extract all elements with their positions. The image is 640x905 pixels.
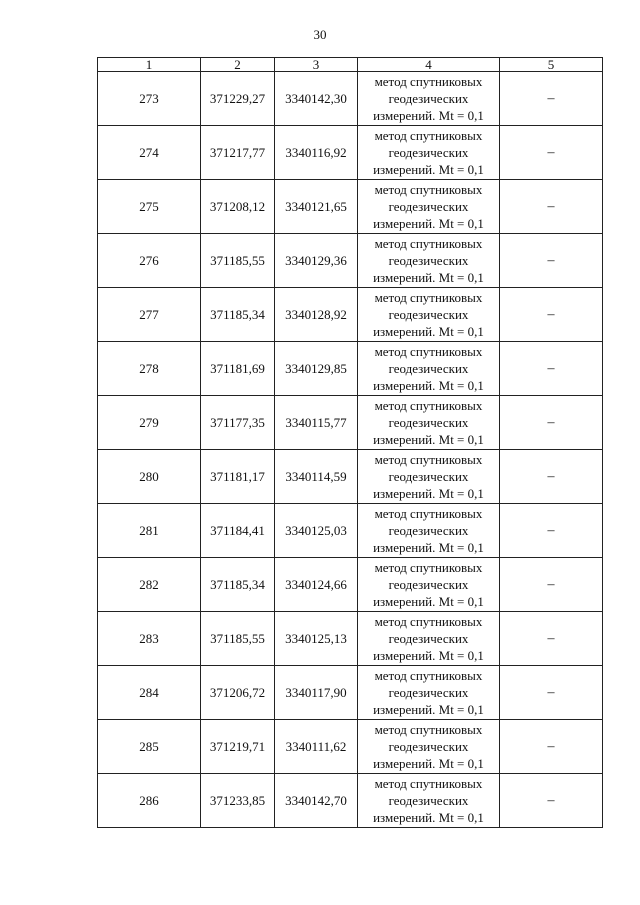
method-line: измерений. Mt = 0,1 [373, 540, 484, 555]
point-number-cell: 286 [98, 774, 201, 828]
method-cell [358, 342, 500, 396]
method-line: метод спутниковых [374, 614, 483, 629]
x-coordinate-cell: 371185,55 [201, 612, 275, 666]
y-coordinate-cell: 3340115,77 [275, 396, 358, 450]
x-coordinate-cell: 371229,27 [201, 72, 275, 126]
column-header: 4 [358, 58, 500, 72]
point-number-cell: 278 [98, 342, 201, 396]
note-cell: – [500, 396, 603, 450]
note-cell: – [500, 720, 603, 774]
method-cell [358, 720, 500, 774]
point-number-cell: 281 [98, 504, 201, 558]
table-row [98, 288, 603, 342]
method-cell [358, 612, 500, 666]
method-line: метод спутниковых [374, 506, 483, 521]
method-line: измерений. Mt = 0,1 [373, 108, 484, 123]
x-coordinate-cell: 371185,55 [201, 234, 275, 288]
point-number-cell: 277 [98, 288, 201, 342]
method-line: метод спутниковых [374, 722, 483, 737]
note-cell: – [500, 666, 603, 720]
x-coordinate-cell: 371181,17 [201, 450, 275, 504]
x-coordinate-cell: 371208,12 [201, 180, 275, 234]
point-number-cell: 285 [98, 720, 201, 774]
method-line: измерений. Mt = 0,1 [373, 432, 484, 447]
method-line: метод спутниковых [374, 182, 483, 197]
method-line: метод спутниковых [374, 128, 483, 143]
method-line: измерений. Mt = 0,1 [373, 648, 484, 663]
table-row [98, 774, 603, 828]
method-line: геодезических [388, 415, 469, 430]
method-line: геодезических [388, 469, 469, 484]
method-line: метод спутниковых [374, 236, 483, 251]
y-coordinate-cell: 3340125,03 [275, 504, 358, 558]
method-cell [358, 234, 500, 288]
point-number-cell: 275 [98, 180, 201, 234]
column-header: 3 [275, 58, 358, 72]
note-cell: – [500, 288, 603, 342]
method-line: измерений. Mt = 0,1 [373, 162, 484, 177]
y-coordinate-cell: 3340129,85 [275, 342, 358, 396]
column-header: 5 [500, 58, 603, 72]
y-coordinate-cell: 3340142,70 [275, 774, 358, 828]
method-cell [358, 450, 500, 504]
method-line: метод спутниковых [374, 668, 483, 683]
method-cell [358, 558, 500, 612]
method-line: геодезических [388, 793, 469, 808]
x-coordinate-cell: 371181,69 [201, 342, 275, 396]
table-row [98, 504, 603, 558]
method-line: геодезических [388, 685, 469, 700]
table-row [98, 72, 603, 126]
table-header-row [98, 58, 603, 72]
y-coordinate-cell: 3340142,30 [275, 72, 358, 126]
method-line: метод спутниковых [374, 452, 483, 467]
method-line: метод спутниковых [374, 344, 483, 359]
method-line: метод спутниковых [374, 290, 483, 305]
point-number-cell: 273 [98, 72, 201, 126]
point-number-cell: 279 [98, 396, 201, 450]
x-coordinate-cell: 371206,72 [201, 666, 275, 720]
method-cell [358, 180, 500, 234]
table-row [98, 666, 603, 720]
method-line: геодезических [388, 631, 469, 646]
y-coordinate-cell: 3340121,65 [275, 180, 358, 234]
y-coordinate-cell: 3340125,13 [275, 612, 358, 666]
x-coordinate-cell: 371233,85 [201, 774, 275, 828]
point-number-cell: 280 [98, 450, 201, 504]
note-cell: – [500, 558, 603, 612]
method-line: измерений. Mt = 0,1 [373, 324, 484, 339]
method-line: метод спутниковых [374, 560, 483, 575]
y-coordinate-cell: 3340128,92 [275, 288, 358, 342]
note-cell: – [500, 126, 603, 180]
method-cell [358, 288, 500, 342]
point-number-cell: 283 [98, 612, 201, 666]
point-number-cell: 276 [98, 234, 201, 288]
x-coordinate-cell: 371184,41 [201, 504, 275, 558]
method-cell [358, 666, 500, 720]
x-coordinate-cell: 371217,77 [201, 126, 275, 180]
x-coordinate-cell: 371185,34 [201, 288, 275, 342]
method-line: геодезических [388, 199, 469, 214]
page-number: 30 [313, 27, 327, 42]
method-line: геодезических [388, 739, 469, 754]
y-coordinate-cell: 3340124,66 [275, 558, 358, 612]
table-body [98, 72, 603, 828]
method-line: измерений. Mt = 0,1 [373, 216, 484, 231]
method-line: измерений. Mt = 0,1 [373, 486, 484, 501]
method-line: метод спутниковых [374, 776, 483, 791]
method-line: измерений. Mt = 0,1 [373, 270, 484, 285]
x-coordinate-cell: 371185,34 [201, 558, 275, 612]
note-cell: – [500, 612, 603, 666]
table-row [98, 450, 603, 504]
point-number-cell: 284 [98, 666, 201, 720]
column-header: 2 [201, 58, 275, 72]
method-line: геодезических [388, 523, 469, 538]
table-row [98, 558, 603, 612]
table-row [98, 180, 603, 234]
method-line: геодезических [388, 307, 469, 322]
method-line: геодезических [388, 91, 469, 106]
note-cell: – [500, 504, 603, 558]
method-line: измерений. Mt = 0,1 [373, 702, 484, 717]
coordinates-table [97, 57, 603, 828]
method-cell [358, 504, 500, 558]
x-coordinate-cell: 371219,71 [201, 720, 275, 774]
note-cell: – [500, 450, 603, 504]
table-row [98, 126, 603, 180]
y-coordinate-cell: 3340116,92 [275, 126, 358, 180]
method-line: геодезических [388, 253, 469, 268]
method-line: метод спутниковых [374, 74, 483, 89]
method-line: измерений. Mt = 0,1 [373, 756, 484, 771]
table-row [98, 234, 603, 288]
y-coordinate-cell: 3340111,62 [275, 720, 358, 774]
x-coordinate-cell: 371177,35 [201, 396, 275, 450]
method-cell [358, 126, 500, 180]
table-row [98, 396, 603, 450]
method-line: геодезических [388, 145, 469, 160]
method-cell [358, 774, 500, 828]
method-line: метод спутниковых [374, 398, 483, 413]
method-cell [358, 72, 500, 126]
method-line: геодезических [388, 361, 469, 376]
note-cell: – [500, 342, 603, 396]
table-row [98, 720, 603, 774]
note-cell: – [500, 234, 603, 288]
method-cell [358, 396, 500, 450]
column-header: 1 [98, 58, 201, 72]
note-cell: – [500, 774, 603, 828]
y-coordinate-cell: 3340129,36 [275, 234, 358, 288]
method-line: измерений. Mt = 0,1 [373, 810, 484, 825]
table-row [98, 612, 603, 666]
point-number-cell: 274 [98, 126, 201, 180]
table-row [98, 342, 603, 396]
note-cell: – [500, 72, 603, 126]
method-line: измерений. Mt = 0,1 [373, 378, 484, 393]
point-number-cell: 282 [98, 558, 201, 612]
y-coordinate-cell: 3340114,59 [275, 450, 358, 504]
note-cell: – [500, 180, 603, 234]
y-coordinate-cell: 3340117,90 [275, 666, 358, 720]
method-line: измерений. Mt = 0,1 [373, 594, 484, 609]
method-line: геодезических [388, 577, 469, 592]
